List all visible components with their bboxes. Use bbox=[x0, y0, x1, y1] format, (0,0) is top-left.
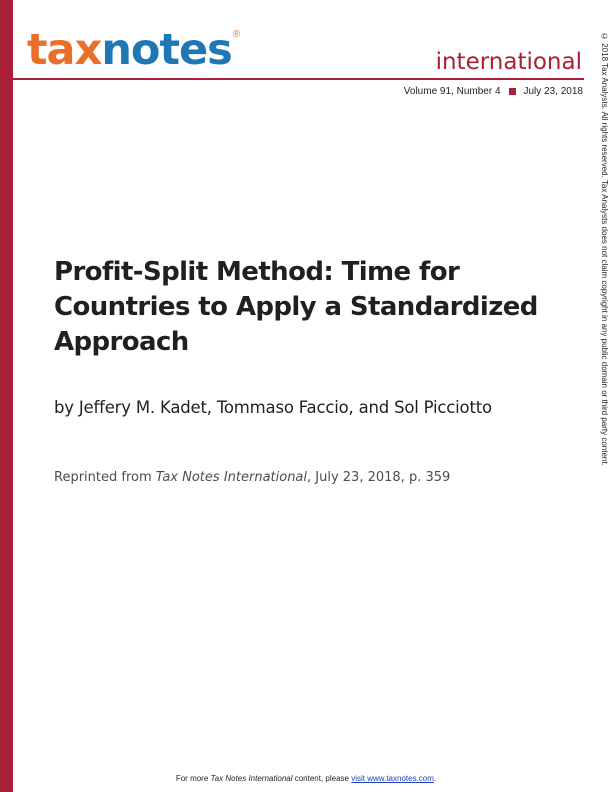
footer-suffix: . bbox=[433, 774, 437, 783]
issue-line bbox=[404, 86, 583, 97]
issue-volume: Volume 91, Number 4 bbox=[403, 86, 501, 97]
article-authors: by Jeffery M. Kadet, Tommaso Faccio, and Sol Picciotto bbox=[54, 398, 492, 417]
footer-middle: content, please bbox=[292, 774, 352, 783]
reprint-prefix: Reprinted from bbox=[54, 470, 156, 485]
header-rule bbox=[13, 78, 584, 80]
logo-tax: tax bbox=[27, 25, 102, 75]
article-title: Profit-Split Method: Time for Countries to Apply a Standardized Approach bbox=[54, 257, 538, 357]
masthead-logo bbox=[27, 27, 240, 77]
footer-publication: Tax Notes International bbox=[210, 774, 293, 783]
issue-date: July 23, 2018 bbox=[523, 86, 583, 97]
registered-mark: ® bbox=[232, 29, 241, 40]
left-accent-bar bbox=[0, 0, 13, 792]
footer-prefix: For more bbox=[175, 774, 211, 783]
copyright-notice: © 2018 Tax Analysts. All rights reserved. Tax Analysts does not claim copyright in any public domain or third party content. bbox=[600, 32, 609, 466]
edition-label: international bbox=[435, 49, 582, 75]
reprint-suffix: , July 23, 2018, p. 359 bbox=[307, 470, 451, 485]
separator-square-icon bbox=[509, 88, 516, 95]
reprint-publication: Tax Notes International bbox=[155, 470, 308, 485]
logo-notes: notes bbox=[101, 25, 232, 75]
reprint-note bbox=[54, 470, 450, 485]
footer-note bbox=[0, 774, 612, 783]
taxnotes-logo bbox=[27, 27, 232, 73]
taxnotes-link[interactable]: visit www.taxnotes.com bbox=[351, 774, 434, 783]
